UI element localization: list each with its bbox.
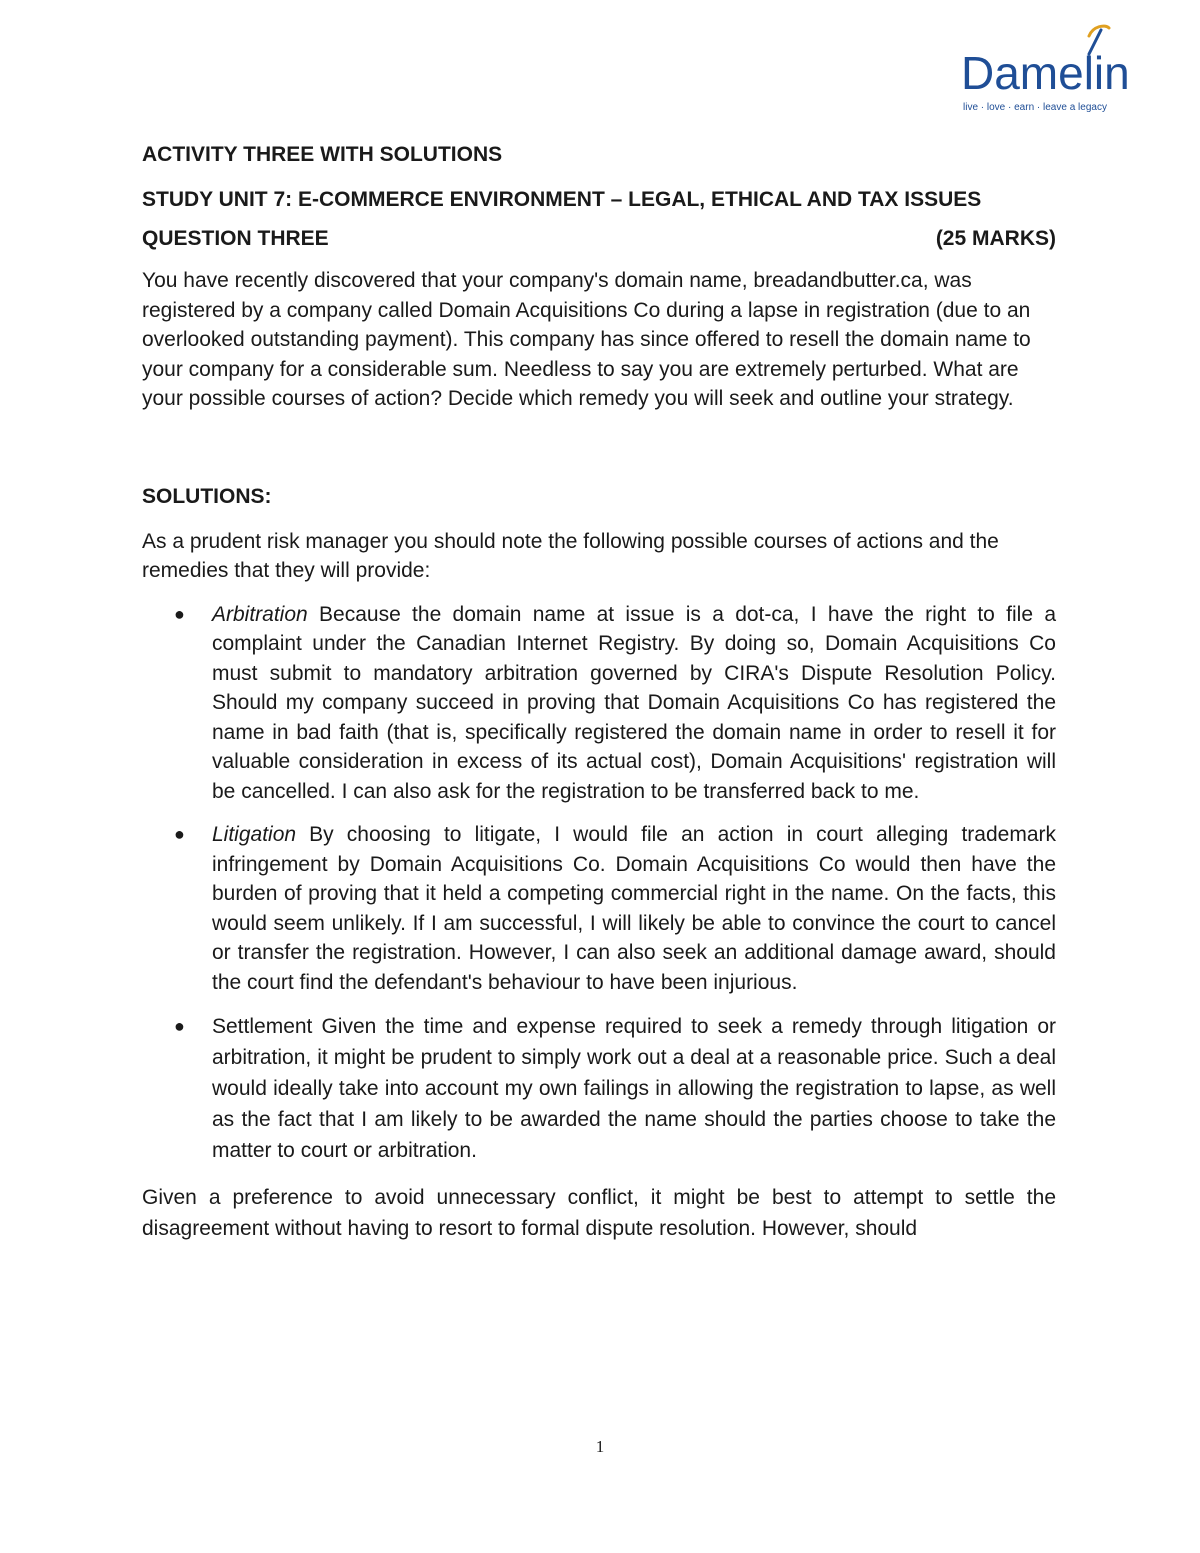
study-unit-heading: STUDY UNIT 7: E-COMMERCE ENVIRONMENT – LEGAL, ETHICAL AND TAX ISSUES [142, 188, 982, 211]
solution-text: Settlement Given the time and expense required to seek a remedy through litigation or arbitration, it might be prudent to simply work out a deal at a reasonable price. Such a deal would ideally take into account my own failings in allowing the registration to lapse, as well as the fact that I am likely to be awarded the name should the parties choose to take the matter to court or arbitration. [212, 1015, 1056, 1162]
solution-text: Because the domain name at issue is a dot-ca, I have the right to file a complaint under the Canadian Internet Registry. By doing so, Domain Acquisitions Co must submit to mandatory arbitration governed by CIRA's Dispute Resolution Policy. Should my company succeed in proving that Domain Acquisitions Co has registered the name in bad faith (that is, specifically registered the domain name in order to resell it for valuable consideration in excess of its actual cost), Domain Acquisitions' registration will be cancelled. I can also ask for the registration to be transferred back to me. [212, 602, 1056, 803]
list-item [142, 1011, 1056, 1166]
list-item [142, 600, 1056, 807]
activity-title: ACTIVITY THREE WITH SOLUTIONS [142, 143, 503, 166]
question-text: You have recently discovered that your company's domain name, breadandbutter.ca, was registered by a company called Domain Acquisitions Co during a lapse in registration (due to an overlooked outstanding payment). This company has since offered to resell the domain name to your company for a considerable sum. Needless to say you are extremely perturbed. What are your possible courses of action? Decide which remedy you will seek and outline your strategy. [142, 269, 1031, 410]
solution-text: By choosing to litigate, I would file an action in court alleging trademark infringement by Domain Acquisitions Co. Domain Acquisitions Co would then have the burden of proving that it held a competing commercial right in the name. On the facts, this would seem unlikely. If I am successful, I will likely be able to convince the court to cancel or transfer the registration. However, I can also seek an additional damage award, should the court find the defendant's behaviour to have been injurious. [212, 823, 1056, 994]
bullet-icon: ● [174, 1016, 185, 1036]
solutions-intro: As a prudent risk manager you should note the following possible courses of actions and the remedies that they will provide: [142, 529, 999, 582]
closing-paragraph: Given a preference to avoid unnecessary conflict, it might be best to attempt to settle the disagreement without having to resort to formal dispute resolution. However, should [142, 1186, 1056, 1240]
solution-term: Litigation [212, 823, 297, 846]
solution-term: Arbitration [212, 602, 308, 626]
bullet-icon: ● [174, 603, 185, 624]
question-heading [142, 224, 1056, 253]
document-body [142, 140, 1056, 1244]
question-marks: (25 MARKS) [935, 227, 1056, 250]
logo-tagline: live · love · earn · leave a legacy [963, 102, 1107, 113]
logo-wordmark: Damelin [961, 47, 1130, 99]
damelin-logo [955, 22, 1145, 117]
solutions-heading: SOLUTIONS: [142, 484, 272, 508]
bullet-icon: ● [174, 824, 185, 844]
solutions-list [142, 600, 1056, 1167]
page-number: 1 [595, 1437, 605, 1456]
list-item [142, 820, 1056, 997]
question-label: QUESTION THREE [142, 227, 329, 250]
